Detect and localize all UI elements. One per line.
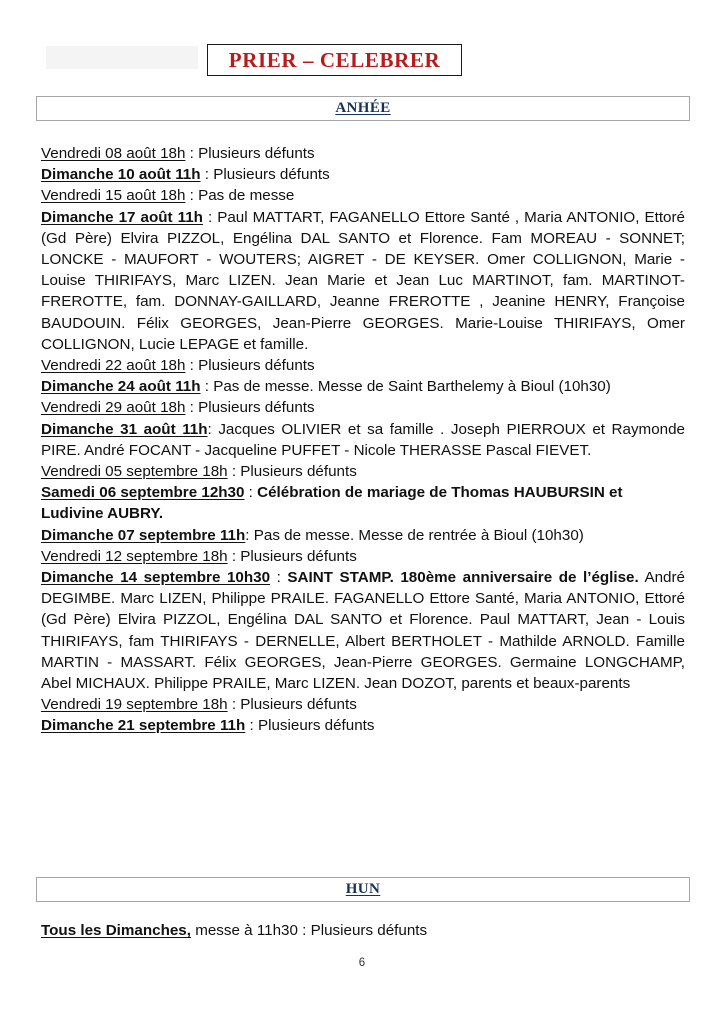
entry-separator: : xyxy=(185,187,199,205)
liturgy-entry xyxy=(41,920,685,941)
entry-separator: : xyxy=(185,145,199,162)
entry-date: Dimanche 07 septembre 11h xyxy=(41,526,246,544)
entry-body: messe à 11h30 : Plusieurs défunts xyxy=(195,922,428,939)
entry-separator: : xyxy=(200,166,214,184)
liturgy-entry xyxy=(41,461,685,482)
entry-body: Paul MATTART, FAGANELLO Ettore Santé , Maria ANTONIO, Ettoré (Gd Père) Elvira PIZZOL, Engélina DAL SANTO et Florence. Fam MOREAU - SONNET; LONCKE - MAUFORT - WOUTERS; AIGRET - DE KEYSER. Omer COLLIGNON, Marie - Louise THIRIFAYS, Marc LIZEN. Jean Marie et Jean Luc MARTINOT, fam. MARTINOT-FREROTTE, fam. DONNAY-GAILLARD, Jeanne FREROTTE , Jeanine HENRY, Françoise BAUDOUIN. Félix GEORGES, Jean-Pierre GEORGES. Marie-Louise THIRIFAYS, Omer COLLIGNON, Lucie LEPAGE et famille. xyxy=(41,208,686,353)
entry-body: Plusieurs défunts xyxy=(240,547,357,565)
gray-placeholder-block xyxy=(46,46,198,69)
entry-separator: : xyxy=(245,526,254,544)
liturgy-entry xyxy=(41,164,685,185)
liturgy-entry xyxy=(41,355,685,376)
liturgy-entry xyxy=(41,567,685,694)
liturgy-entry xyxy=(41,376,685,397)
entry-separator: : xyxy=(200,378,214,396)
entry-body: André DEGIMBE. Marc LIZEN, Philippe PRAILE. FAGANELLO Ettore Santé, Maria ANTONIO, Ettoré (Gd Père) Elvira PIZZOL, Engélina DAL SANTO et Florence. Paul MATTART, Jean - Louis THIRIFAYS, fam THIRIFAYS - DERNELLE, Albert BERTHOLET - Mathilde ARNOLD. Famille MARTIN - MASSART. Félix GEORGES, Jean-Pierre GEORGES. Germaine LONGCHAMP, Abel MICHAUX. Philippe PRAILE, Marc LIZEN. Jean DOZOT, parents et beaux-parents xyxy=(41,569,685,693)
entry-date: Vendredi 15 août 18h xyxy=(41,187,186,205)
entry-date: Dimanche 24 août 11h xyxy=(41,378,201,396)
liturgy-entry xyxy=(41,546,685,567)
entry-separator: : xyxy=(207,420,219,438)
liturgy-entry xyxy=(41,143,685,164)
page-title: PRIER – CELEBRER xyxy=(228,47,441,72)
document-title-box xyxy=(207,44,462,76)
entry-separator: : xyxy=(245,717,258,735)
entry-body: Plusieurs défunts xyxy=(198,357,315,375)
page-number: 6 xyxy=(358,957,366,969)
section-heading-label: ANHÉE xyxy=(335,100,391,116)
entry-date: Dimanche 17 août 11h xyxy=(41,208,203,226)
entry-date: Dimanche 14 septembre 10h30 xyxy=(41,569,271,587)
entry-body: Pas de messe xyxy=(198,187,295,205)
entry-body: Plusieurs défunts xyxy=(240,463,357,481)
section-heading-hun xyxy=(36,877,690,902)
entry-date: Dimanche 21 septembre 11h xyxy=(41,717,246,735)
entry-date: Vendredi 05 septembre 18h xyxy=(41,463,228,481)
section-body-hun xyxy=(41,920,685,941)
liturgy-entry xyxy=(41,185,685,206)
liturgy-entry xyxy=(41,419,685,461)
liturgy-entry xyxy=(41,207,685,355)
entry-separator: : xyxy=(244,484,258,502)
section-body-anhee xyxy=(41,143,685,737)
entry-body-emphasis: Célébration de mariage de Thomas HAUBURSIN et Ludivine AUBRY. xyxy=(41,484,623,523)
liturgy-entry xyxy=(41,397,685,418)
entry-date: Vendredi 08 août 18h xyxy=(41,145,186,162)
entry-body: Plusieurs défunts xyxy=(198,399,315,417)
entry-separator: : xyxy=(270,569,288,587)
entry-date: Vendredi 22 août 18h xyxy=(41,357,186,375)
section-heading-label: HUN xyxy=(345,881,381,897)
liturgy-entry xyxy=(41,482,685,524)
entry-body: Pas de messe. Messe de rentrée à Bioul (10h30) xyxy=(253,526,584,544)
entry-body: Pas de messe. Messe de Saint Barthelemy à Bioul (10h30) xyxy=(213,378,611,396)
entry-separator: : xyxy=(185,399,199,417)
entry-separator: : xyxy=(227,463,241,481)
liturgy-entry xyxy=(41,715,685,736)
entry-date: Dimanche 31 août 11h xyxy=(41,420,208,438)
entry-body: Plusieurs défunts xyxy=(213,166,330,184)
entry-body: Plusieurs défunts xyxy=(257,717,375,735)
entry-date: Samedi 06 septembre 12h30 xyxy=(41,484,245,502)
entry-date: Dimanche 10 août 11h xyxy=(41,166,201,184)
entry-separator: : xyxy=(202,208,218,226)
entry-date: Tous les Dimanches, xyxy=(41,922,191,939)
entry-body: Plusieurs défunts xyxy=(240,696,357,714)
liturgy-entry xyxy=(41,525,685,546)
entry-body: Plusieurs défunts xyxy=(198,145,315,162)
entry-separator: : xyxy=(185,357,199,375)
entry-body-emphasis: SAINT STAMP. 180ème anniversaire de l’église. xyxy=(287,569,639,587)
entry-body: Jacques OLIVIER et sa famille . Joseph PIERROUX et Raymonde PIRE. André FOCANT - Jacqueline PUFFET - Nicole THERASSE Pascal FIEVET. xyxy=(41,420,685,459)
entry-date: Vendredi 12 septembre 18h xyxy=(41,547,228,565)
entry-date: Vendredi 19 septembre 18h xyxy=(41,696,228,714)
title-banner-row xyxy=(0,44,724,80)
liturgy-entry xyxy=(41,694,685,715)
entry-date: Vendredi 29 août 18h xyxy=(41,399,186,417)
entry-separator: : xyxy=(227,547,241,565)
entry-separator: : xyxy=(227,696,241,714)
section-heading-anhee xyxy=(36,96,690,121)
